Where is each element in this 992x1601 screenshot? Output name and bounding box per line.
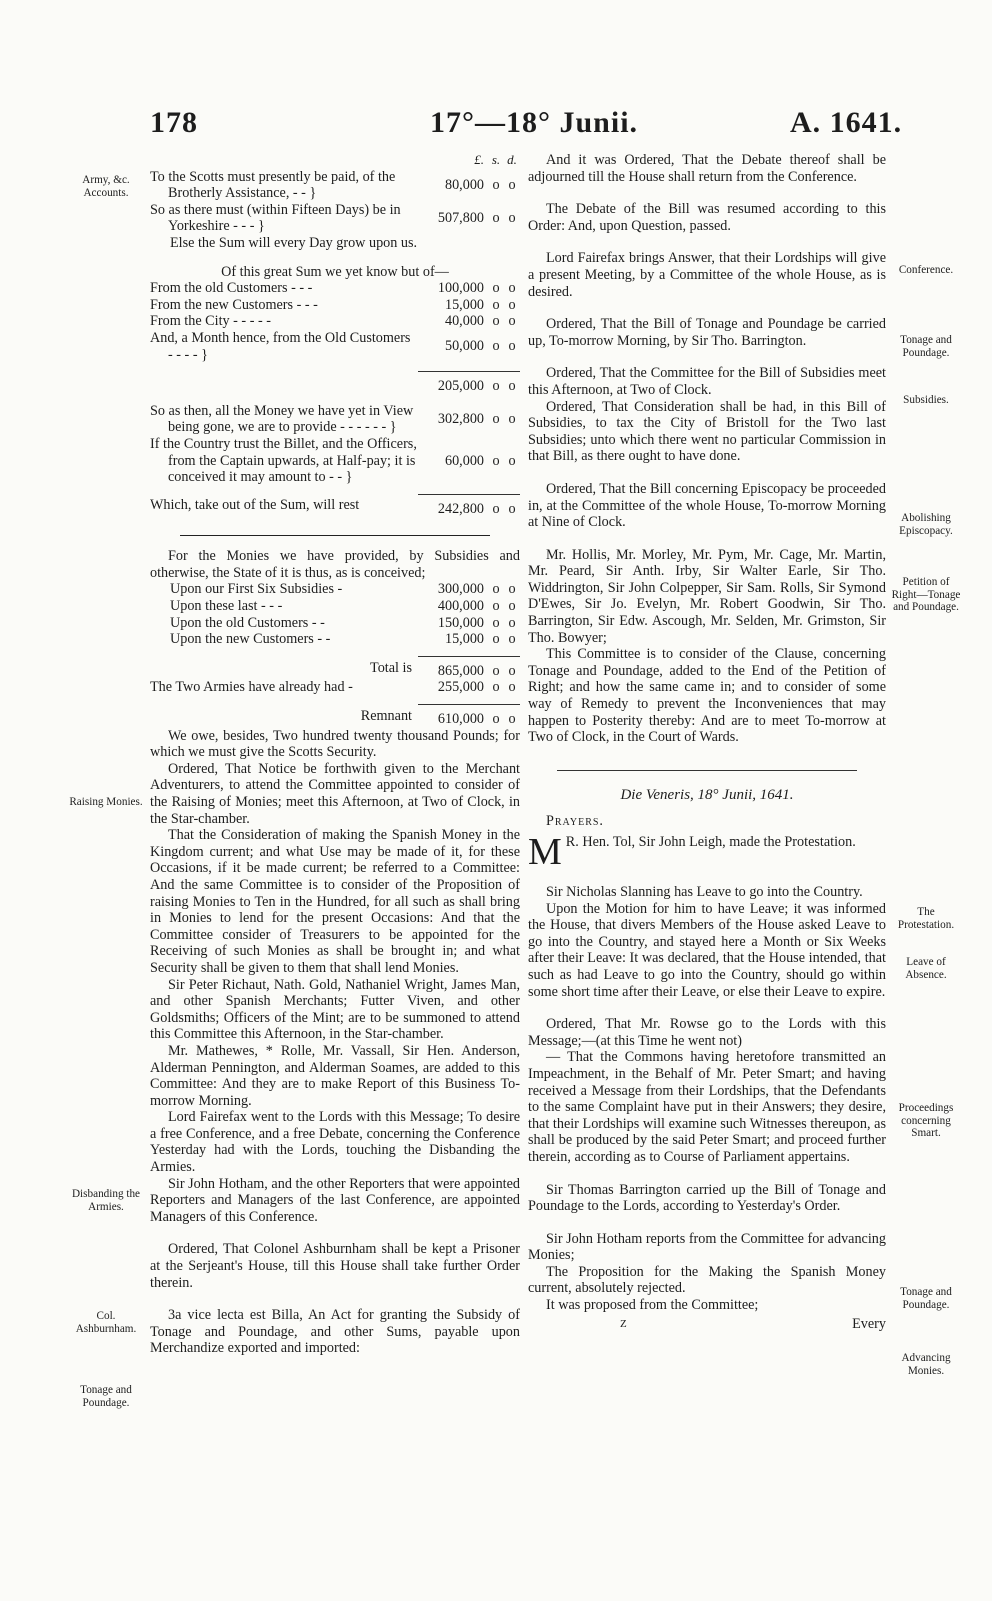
row-amount: 300,000 <box>437 581 484 598</box>
paragraph: The Debate of the Bill was resumed according to this Order: And, upon Question, passed. <box>528 201 886 234</box>
table-row <box>150 169 520 202</box>
row-d: o <box>508 679 516 696</box>
row-s: o <box>492 280 500 297</box>
row-d: o <box>508 280 516 297</box>
margin-note-subsidies: Subsidies. <box>903 394 949 406</box>
margin-note-protestation: The Protestation. <box>897 906 955 931</box>
row-d: o <box>508 313 516 330</box>
row-amount: 100,000 <box>437 280 484 297</box>
table-row <box>150 280 520 297</box>
row-d: o <box>508 176 516 193</box>
row-d: o <box>508 210 516 227</box>
row-amount: 15,000 <box>444 296 484 313</box>
subtotal-amount: 205,000 <box>418 372 488 395</box>
row-d: o <box>508 581 516 598</box>
row-label: So as then, all the Money we have yet in View being gone, we are to provide - - - - - - } <box>150 402 414 436</box>
paragraph: This Committee is to consider of the Clause, concerning Tonage and Poundage, added to the End of the Petition of Right; and how the same came in; and to consider of some way of Remedy to prevent the Inconveniences that may happen to Posterity thereby: And are to meet To-morrow at Two of Clock, in the Court of Wards. <box>528 646 886 746</box>
table-row <box>150 679 520 696</box>
paragraph: Lord Fairefax went to the Lords with this Message; To desire a free Conference, and a free Debate, concerning the Conference Yesterday had with the Lords, touching the Disbanding the Armies. <box>150 1109 520 1176</box>
row-d: o <box>508 411 516 428</box>
row-label: Upon these last - - - <box>170 598 283 615</box>
row-amount: 60,000 <box>444 452 484 469</box>
row-s: o <box>492 631 500 648</box>
row-s: o <box>492 313 500 330</box>
row-label: Remnant <box>360 707 412 724</box>
paragraph: Ordered, That Mr. Rowse go to the Lords with this Message;—(at this Time he went not) <box>528 1016 886 1049</box>
row-label: So as there must (within Fifteen Days) be in Yorkeshire - - - } <box>150 201 401 235</box>
accounts-intro: Of this great Sum we yet know but of— <box>221 263 449 280</box>
row-amount: 400,000 <box>437 598 484 615</box>
row-label: Upon the old Customers - - <box>170 614 325 631</box>
row-s: o <box>492 210 500 227</box>
row-d: o <box>508 296 516 313</box>
margin-note-leave: Leave of Absence. <box>905 956 947 981</box>
row-label: To the Scotts must presently be paid, of the Brotherly Assistance, - - } <box>150 168 396 202</box>
rest-row <box>150 494 520 517</box>
right-column <box>528 152 886 1334</box>
row-d: o <box>508 452 516 469</box>
row-d: o <box>508 598 516 615</box>
table-row <box>150 297 520 314</box>
paragraph: 3a vice lecta est Billa, An Act for granting the Subsidy of Tonage and Poundage, and other Sums, payable upon Merchandize exported and imported: <box>150 1307 520 1357</box>
row-s: o <box>492 338 500 355</box>
row-amount: 610,000 <box>418 705 488 728</box>
margin-note-episcopacy: Abolishing Episcopacy. <box>899 512 953 537</box>
row-amount: 865,000 <box>418 656 488 679</box>
paragraph: The Proposition for the Making the Spanish Money current, absolutely rejected. <box>528 1263 886 1297</box>
row-d: o <box>508 338 516 355</box>
table-row <box>150 436 520 486</box>
row-s: o <box>488 705 504 728</box>
paragraph: Mr. Mathewes, * Rolle, Mr. Vassall, Sir Hen. Anderson, Alderman Pennington, and Alderman Soames, are added to this Committee: And they are to make Report of this Business To-morrow Morning. <box>150 1042 520 1109</box>
paragraph: Ordered, That Notice be forthwith given to the Merchant Adventurers, to attend the Committee appointed to consider of the Raising of Monies; meet this Afternoon, at Two of Clock, in the Star-chamber. <box>150 760 520 827</box>
section-divider <box>557 770 857 771</box>
row-s: o <box>492 581 500 598</box>
margin-note-tonage-poundage: Tonage and Poundage. <box>900 334 952 359</box>
margin-note-petition-of-right: Petition of Right—Tonage and Poundage. <box>891 576 961 613</box>
col-head-pounds: £. <box>474 152 484 167</box>
page-number: 178 <box>150 106 198 139</box>
row-label: From the old Customers - - - <box>150 280 313 297</box>
paragraph: Ordered, That Consideration shall be had, in this Bill of Subsidies, to tax the City of Bristoll for the Two last Subsidies; unto which there went no particular Commission in that Bill, as there ought to have done. <box>528 398 886 465</box>
section-rule <box>180 535 490 536</box>
paragraph: Upon the Motion for him to have Leave; it was informed the House, that divers Members of the House asked Leave to go into the Country, and stayed here a Month or Six Weeks after their Leave: It was declared, that the House intended, that such as had Leave to go into the Country, should go within some short time after their Leave, or else their Leave to expire. <box>528 900 886 1000</box>
margin-note-conference: Conference. <box>898 264 954 276</box>
paragraph: Lord Fairefax brings Answer, that their Lordships will give a present Meeting, by a Committee of the whole House, as is desired. <box>528 250 886 300</box>
row-label: Upon the new Customers - - <box>170 631 331 648</box>
running-header <box>0 106 992 156</box>
drop-cap: M <box>528 831 562 873</box>
row-label: Which, take out of the Sum, will rest <box>150 497 360 514</box>
row-label: And, a Month hence, from the Old Customers - - - - } <box>150 329 411 363</box>
header-year: A. 1641. <box>790 106 903 139</box>
accounts-table-3 <box>150 581 520 727</box>
row-label: From the City - - - - - <box>150 313 271 330</box>
row-label: From the new Customers - - - <box>150 296 318 313</box>
margin-note-raising-monies: Raising Monies. <box>69 796 143 808</box>
row-d: o <box>508 614 516 631</box>
paragraph: Ordered, That the Committee for the Bill of Subsidies meet this Afternoon, at Two of Clock. <box>528 365 886 398</box>
margin-note-army-accounts: Army, &c. Accounts. <box>82 174 130 199</box>
row-d: o <box>508 631 516 648</box>
row-s: o <box>492 296 500 313</box>
table-row <box>150 330 520 363</box>
row-amount: 302,800 <box>437 411 484 428</box>
table-row <box>150 313 520 330</box>
row-amount: 150,000 <box>437 614 484 631</box>
catchword: Every <box>852 1315 886 1332</box>
table-row <box>150 615 520 632</box>
table-row <box>150 598 520 615</box>
row-amount: 80,000 <box>444 176 484 193</box>
row-amount: 40,000 <box>444 313 484 330</box>
page-footer <box>528 1316 886 1334</box>
row-d: o <box>504 656 520 679</box>
paragraph: Ordered, That Colonel Ashburnham shall be kept a Prisoner at the Serjeant's House, till this House shall take further Order therein. <box>150 1241 520 1291</box>
row-amount: 507,800 <box>437 210 484 227</box>
prayers-heading: Prayers. <box>546 813 604 830</box>
paragraph: — That the Commons having heretofore transmitted an Impeachment, in the Behalf of Mr. Peter Smart; and having received a Message from their Lordships, that the Defendants to the same Complaint have put in their Answers; they desire, that their Lordships will examine such Witnesses thereupon, as shall be produced by the said Peter Smart; and proceed further therein, according as to Course of Parliament appertains. <box>528 1049 886 1165</box>
row-s: o <box>488 656 504 679</box>
subtotal-row <box>150 372 520 395</box>
paragraph: Mr. Hollis, Mr. Morley, Mr. Pym, Mr. Cage, Mr. Martin, Mr. Peard, Sir Anth. Irby, Sir Walter Earle, Sir Tho. Widdrington, Sir John Colpepper, Sir Sam. Rolls, Sir Symond D'Ewes, Sir Jo. Evelyn, Mr. Robert Goodwin, Sir Tho. Barrington, Sir Edw. Ascough, Mr. Selden, Mr. Grimston, Sir Tho. Bowyer; <box>528 546 886 646</box>
protestation-text: R. Hen. Tol, Sir John Leigh, made the Protestation. <box>565 834 856 850</box>
margin-note-ashburnham: Col. Ashburnham. <box>75 1310 137 1335</box>
paragraph: And it was Ordered, That the Debate thereof shall be adjourned till the House shall return from the Conference. <box>528 152 886 185</box>
table-row <box>150 202 520 235</box>
table-row <box>150 581 520 598</box>
row-s: o <box>492 614 500 631</box>
left-column <box>150 152 520 1357</box>
paragraph: Sir Peter Richaut, Nath. Gold, Nathaniel Wright, James Man, and other Spanish Merchants; Futter Viven, and other Goldsmiths; Officers of the Mint; are to be summoned to attend this Committee this Afternoon, in the Star-chamber. <box>150 976 520 1043</box>
paragraph: Sir John Hotham, and the other Reporters that were appointed Reporters and Managers of the last Conference, are appointed Managers of this Conference. <box>150 1175 520 1225</box>
row-amount: 242,800 <box>418 494 488 517</box>
row-s: o <box>488 372 504 395</box>
paragraph: We owe, besides, Two hundred twenty thousand Pounds; for which we must give the Scotts Security. <box>150 727 520 761</box>
row-s: o <box>492 452 500 469</box>
day-heading: Die Veneris, 18° Junii, 1641. <box>620 786 794 803</box>
paragraph: Sir John Hotham reports from the Committee for advancing Monies; <box>528 1230 886 1264</box>
paragraph: That the Consideration of making the Spanish Money in the Kingdom current; and what Use may be made of it, for these Occasions, if it be made current; be referred to a Committee: And the same Committee is to consider of the Proposition of raising Monies to Ten in the Hundred, for all such as shall bring in Monies to lend for the present Occasions: And that the Committee consider of Treasurers to be appointed for the Receiving of such Monies as shall be brought in; and what Security shall be given to them that shall lend Monies. <box>150 827 520 976</box>
table-row <box>150 631 520 648</box>
header-dates: 17°—18° Junii. <box>430 106 639 139</box>
row-s: o <box>488 494 504 517</box>
row-s: o <box>492 679 500 696</box>
row-d: o <box>504 494 520 517</box>
accounts-note: Else the Sum will every Day grow upon us. <box>170 234 418 251</box>
row-label: The Two Armies have already had - <box>150 679 353 696</box>
row-s: o <box>492 176 500 193</box>
row-label: Upon our First Six Subsidies - <box>170 581 343 598</box>
margin-note-smart: Proceedings concerning Smart. <box>898 1102 954 1139</box>
accounts-intro-3: For the Monies we have provided, by Subsidies and otherwise, the State of it is thus, as is conceived; <box>150 548 520 581</box>
paragraph: It was proposed from the Committee; <box>546 1297 759 1314</box>
protestation-paragraph <box>528 831 886 873</box>
margin-note-tonage-2: Tonage and Poundage. <box>900 1286 952 1311</box>
row-amount: 255,000 <box>437 679 484 696</box>
paragraph: Ordered, That the Bill of Tonage and Poundage be carried up, To-morrow Morning, by Sir Tho. Barrington. <box>528 316 886 349</box>
accounts-table-2 <box>150 280 520 517</box>
row-s: o <box>492 598 500 615</box>
margin-note-disbanding: Disbanding the Armies. <box>71 1188 141 1213</box>
col-head-pence: d. <box>507 152 517 167</box>
remnant-row <box>150 705 520 728</box>
col-head-shillings: s. <box>491 152 501 167</box>
row-amount: 15,000 <box>444 631 484 648</box>
row-label: If the Country trust the Billet, and the Officers, from the Captain upwards, at Half-pay; it is conceived it may amount to - - } <box>150 435 417 486</box>
paragraph: Ordered, That the Bill concerning Episcopacy be proceeded in, at the Committee of the whole House, To-morrow Morning at Nine of Clock. <box>528 480 886 531</box>
paragraph: Sir Nicholas Slanning has Leave to go into the Country. <box>546 884 863 900</box>
total-row <box>150 656 520 679</box>
row-label: Total is <box>370 659 412 676</box>
row-s: o <box>492 411 500 428</box>
table-row <box>150 403 520 436</box>
accounts-table-1 <box>150 152 520 252</box>
paragraph: Sir Thomas Barrington carried up the Bill of Tonage and Poundage to the Lords, according to Yesterday's Order. <box>528 1181 886 1215</box>
margin-note-tonage: Tonage and Poundage. <box>80 1384 132 1409</box>
signature-mark: Z <box>620 1317 627 1330</box>
row-amount: 50,000 <box>444 338 484 355</box>
row-d: o <box>504 705 520 728</box>
margin-note-advancing: Advancing Monies. <box>901 1352 951 1377</box>
row-d: o <box>504 372 520 395</box>
